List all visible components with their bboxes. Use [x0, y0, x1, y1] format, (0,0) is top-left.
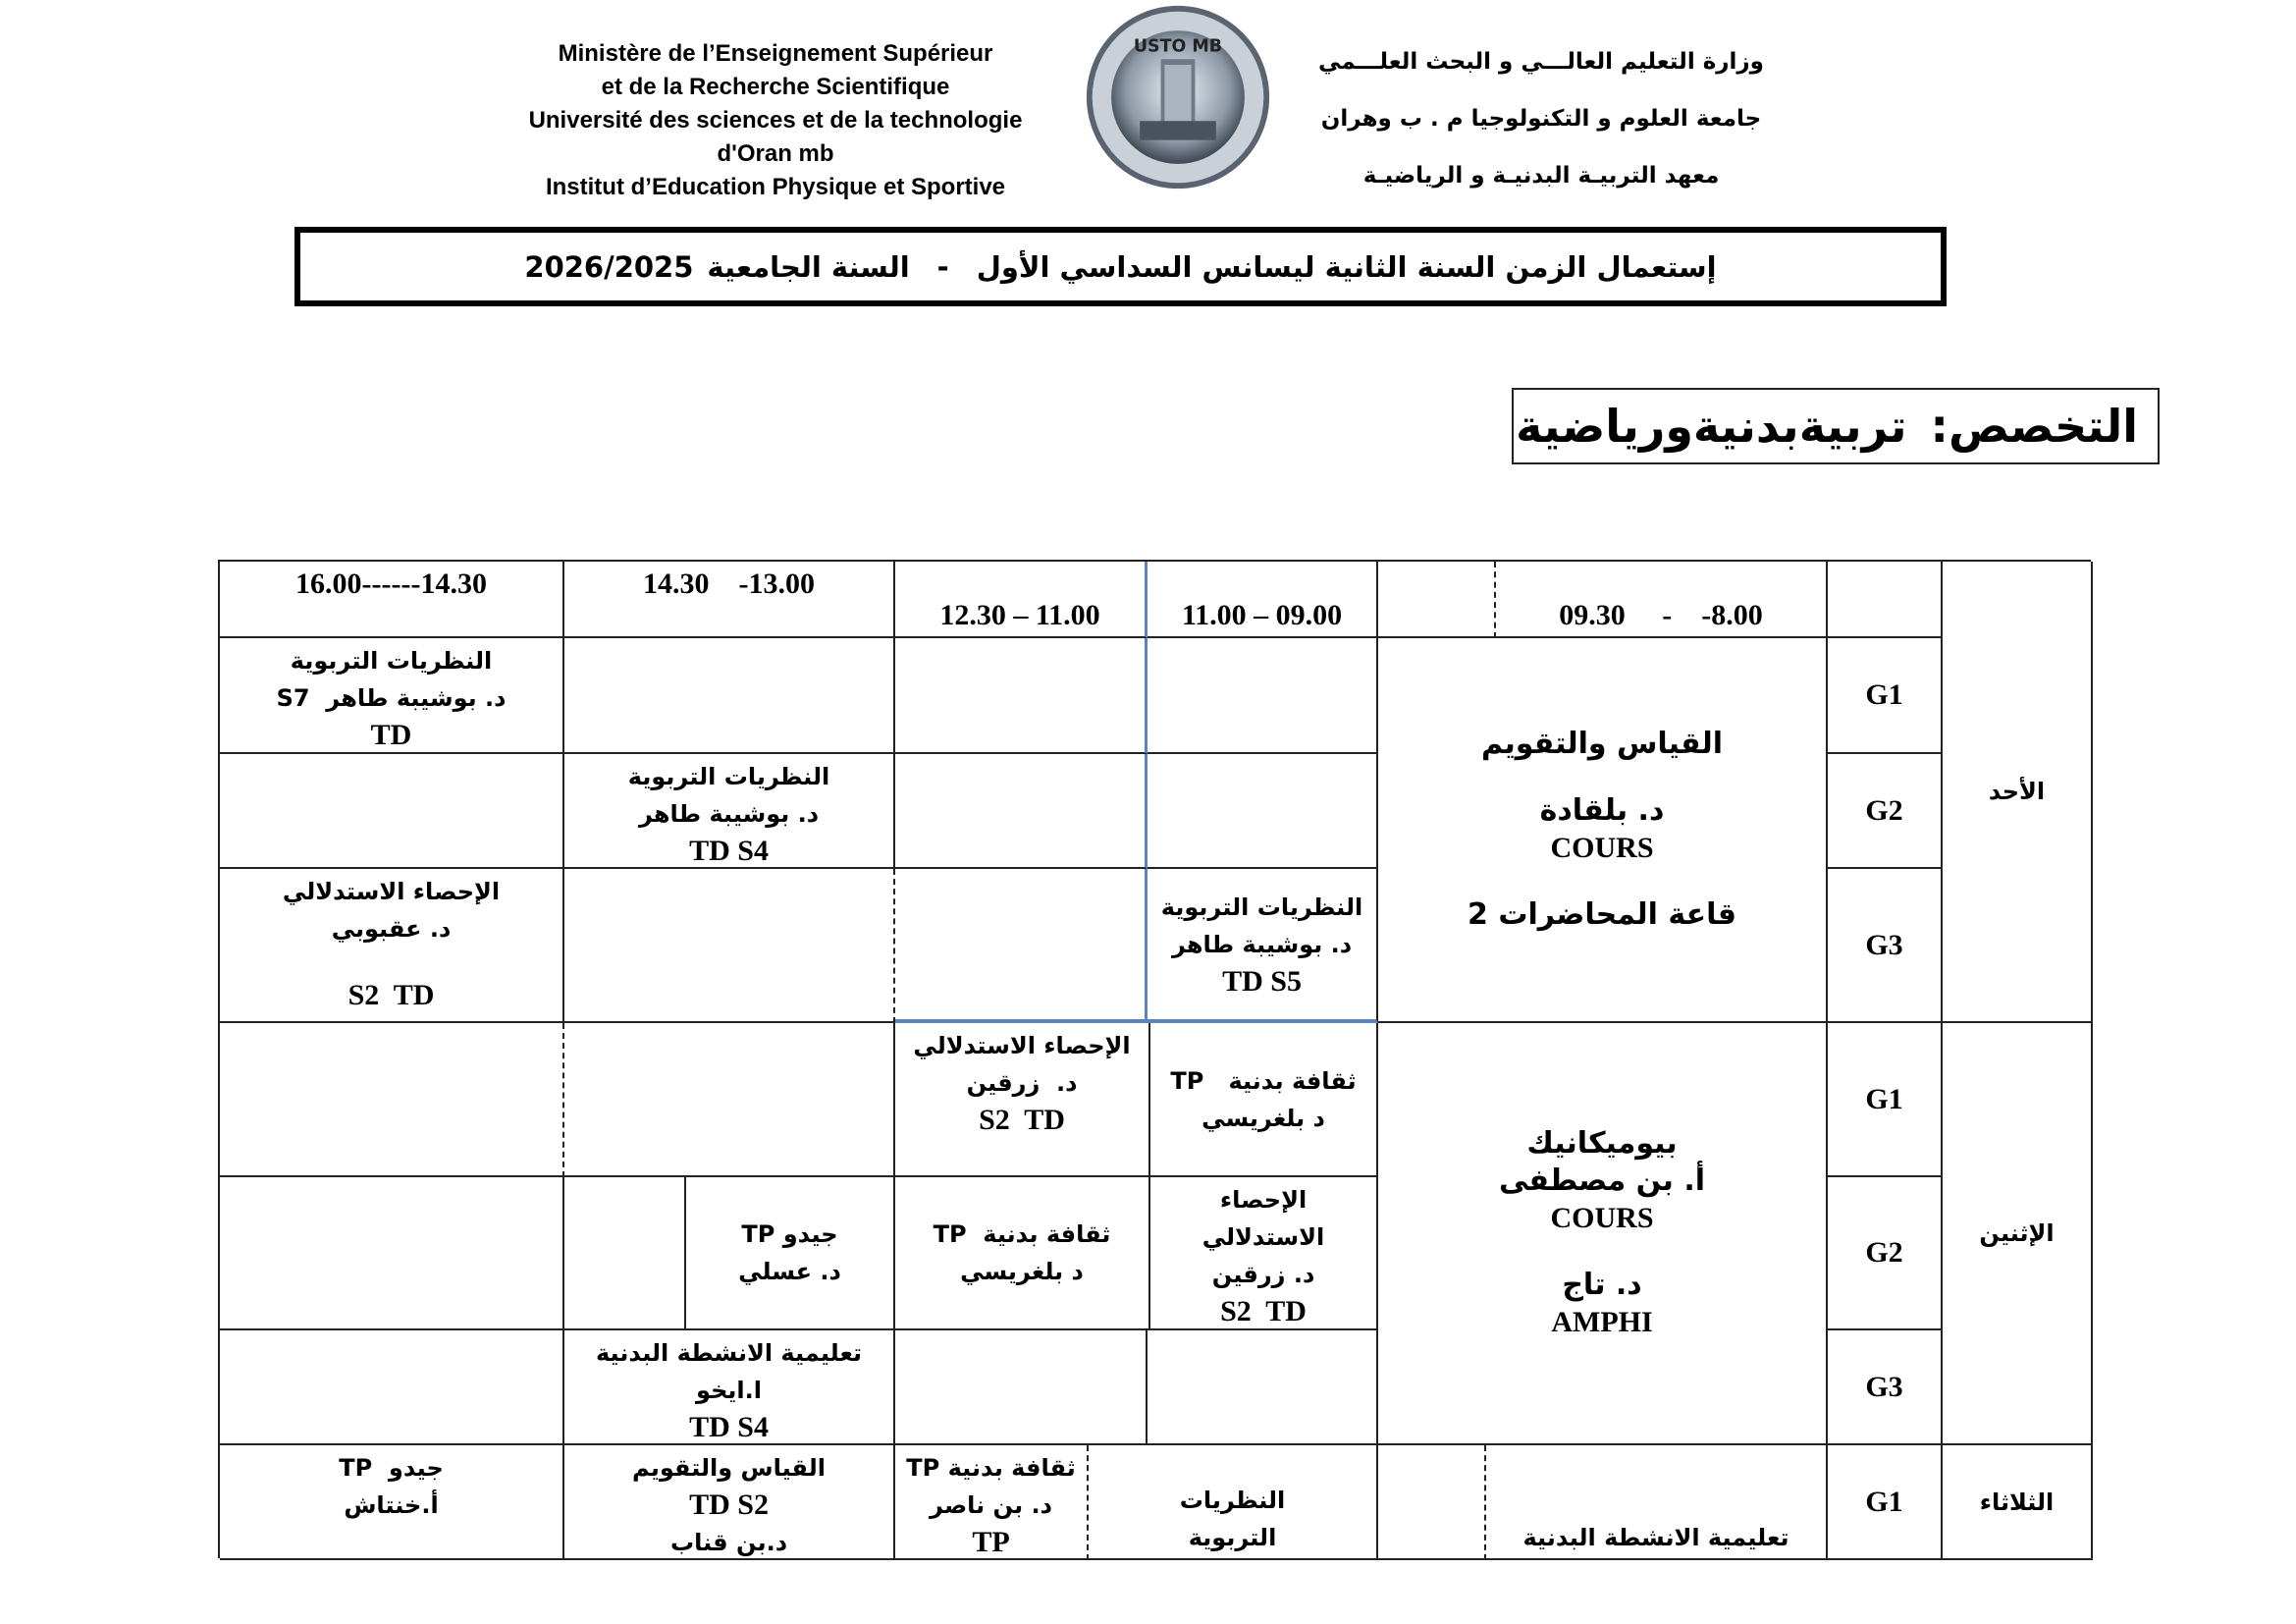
cell-line: النظريات التربوية — [1160, 893, 1363, 921]
cell-t5 — [1378, 562, 1496, 638]
ministry-fr-line-1: Ministère de l’Enseignement Supérieur — [558, 40, 993, 67]
cell-mon3-a — [220, 1330, 564, 1445]
cell-mon3-c — [895, 1330, 1148, 1445]
cell-line: د بلغريسي — [960, 1258, 1084, 1285]
cell-line: AMPHI — [1551, 1306, 1653, 1338]
cell-line: جيدو TP — [741, 1220, 838, 1248]
cell-tue-d — [1089, 1445, 1378, 1560]
cell-tue-a — [220, 1445, 564, 1560]
cell-sun3-d — [1148, 869, 1378, 1023]
cell-day-sun — [1943, 562, 2093, 1023]
university-fr-line-2: d'Oran mb — [717, 140, 834, 167]
cell-tue-e — [1378, 1445, 1486, 1560]
cell-line: الإحصاء — [1219, 1186, 1308, 1214]
cell-t2 — [564, 562, 895, 638]
cell-t7 — [1828, 562, 1943, 638]
cell-line: د. بن ناصر — [930, 1491, 1052, 1519]
cell-line: G1 — [1865, 1082, 1903, 1115]
cell-sun2-c — [895, 754, 1148, 869]
cell-mon3-d — [1148, 1330, 1378, 1445]
cell-line: د. بوشيبة طاهر — [638, 800, 820, 828]
cell-line: د. زرقين — [1211, 1261, 1315, 1288]
cell-sun3-a — [220, 869, 564, 1023]
title-separator: - — [936, 249, 949, 284]
cell-tue-f — [1486, 1445, 1828, 1560]
cell-line: الإحصاء الاستدلالي — [913, 1032, 1131, 1059]
cell-line: ا.ايخو — [696, 1377, 762, 1404]
ministry-ar: وزارة التعليم العالـــي و البحث العلـــمي — [1318, 49, 1764, 75]
cell-line: تعليمية الانشطة البدنية — [1522, 1524, 1789, 1551]
cell-sun3-b — [564, 869, 895, 1023]
svg-text:USTO MB: USTO MB — [1133, 36, 1223, 57]
cell-line: أ. بن مصطفى — [1498, 1164, 1706, 1198]
cell-line: د بلغريسي — [1201, 1104, 1325, 1132]
cell-line: TD S4 — [689, 1411, 769, 1443]
cell-g-mon1 — [1828, 1023, 1943, 1177]
cell-g-mon3 — [1828, 1330, 1943, 1445]
cell-line: القياس والتقويم — [632, 1454, 826, 1482]
cell-line: TP — [972, 1526, 1010, 1558]
cell-mon1-a — [220, 1023, 564, 1177]
cell-mon2-c — [895, 1177, 1150, 1330]
cell-sun2-d — [1148, 754, 1378, 869]
cell-mon1-d — [1150, 1023, 1378, 1177]
timetable — [218, 560, 2091, 1558]
schedule-title — [294, 227, 1947, 306]
cell-mon2-b2 — [686, 1177, 895, 1330]
cell-tue-c — [895, 1445, 1089, 1560]
cell-g-sun1 — [1828, 638, 1943, 754]
cell-line: TD — [370, 719, 412, 751]
cell-line: ثقافة بدنية TP — [1170, 1066, 1357, 1095]
cell-line: 09.30 - -8.00 — [1559, 599, 1763, 631]
cell-line: تعليمية الانشطة البدنية — [595, 1339, 863, 1367]
cell-line: 11.00 – 09.00 — [1181, 599, 1343, 631]
cell-line: G1 — [1865, 1485, 1903, 1518]
cell-line: د. بلقادة — [1539, 793, 1665, 828]
cell-sun2-b — [564, 754, 895, 869]
cell-mon2-b1 — [564, 1177, 686, 1330]
cell-line: S2 TD — [347, 979, 435, 1011]
cell-line: الأحد — [1988, 778, 2046, 805]
cell-mon-cours — [1378, 1023, 1828, 1445]
specialty-label: التخصص: — [1930, 400, 2138, 453]
cell-line: 12.30 – 11.00 — [939, 599, 1100, 631]
specialty-value: تربيةبدنيةورياضية — [1516, 400, 1907, 453]
cell-g-sun2 — [1828, 754, 1943, 869]
cell-line: د. بوشيبة طاهر — [1171, 930, 1353, 958]
cell-t1 — [220, 562, 564, 638]
cell-tue-b — [564, 1445, 895, 1560]
cell-line: النظريات التربوية — [290, 647, 493, 675]
arabic-header — [1296, 49, 1787, 220]
cell-mon1-b — [564, 1023, 895, 1177]
cell-line: الثلاثاء — [1979, 1488, 2055, 1516]
cell-sun3-c — [895, 869, 1148, 1023]
cell-line: G3 — [1865, 928, 1903, 961]
cell-line: الإحصاء الاستدلالي — [282, 878, 501, 905]
cell-line: COURS — [1550, 1202, 1654, 1234]
cell-line: د. عقبوبي — [331, 915, 452, 943]
cell-sun1-d — [1148, 638, 1378, 754]
cell-line: TD S4 — [689, 835, 769, 867]
cell-line: 14.30 -13.00 — [643, 568, 815, 600]
cell-line: G2 — [1865, 1236, 1903, 1269]
academic-year-label: السنة الجامعية — [707, 249, 910, 284]
cell-line: G1 — [1865, 678, 1903, 711]
cell-line: التربوية — [1188, 1524, 1277, 1551]
title-main: إستعمال الزمن السنة الثانية ليسانس السداسي الأول — [976, 249, 1717, 284]
institute-ar: معهد التربيـة البدنيـة و الرياضيـة — [1362, 163, 1720, 189]
cell-mon2-d — [1150, 1177, 1378, 1330]
cell-line: النظريات التربوية — [627, 763, 830, 790]
ministry-fr-line-2: et de la Recherche Scientifique — [601, 74, 950, 100]
cell-sun1-c — [895, 638, 1148, 754]
cell-g-sun3 — [1828, 869, 1943, 1023]
cell-line: G2 — [1865, 793, 1903, 827]
cell-sun1-a — [220, 638, 564, 754]
cell-line: د. بوشيبة طاهر S7 — [276, 684, 507, 712]
cell-t6 — [1496, 562, 1828, 638]
cell-line: قاعة المحاضرات 2 — [1468, 897, 1736, 932]
cell-line: ثقافة بدنية TP — [933, 1220, 1111, 1248]
cell-line: الاستدلالي — [1201, 1223, 1325, 1251]
cell-mon1-c — [895, 1023, 1150, 1177]
french-header — [491, 37, 1060, 204]
cell-line: S2 TD — [979, 1104, 1065, 1136]
academic-year: 2026/2025 — [524, 249, 694, 284]
cell-line: د. تاج — [1562, 1268, 1642, 1302]
cell-line: النظريات — [1179, 1487, 1286, 1514]
cell-t3 — [895, 562, 1148, 638]
cell-sun-cours — [1378, 638, 1828, 1023]
cell-line: د. زرقين — [966, 1069, 1078, 1097]
cell-line: الإثنين — [1979, 1219, 2055, 1247]
cell-day-mon — [1943, 1023, 2093, 1445]
cell-line: COURS — [1550, 832, 1654, 864]
cell-line: بيوميكانيك — [1526, 1126, 1678, 1161]
cell-line: 16.00------14.30 — [295, 568, 487, 600]
cell-t4 — [1148, 562, 1378, 638]
cell-day-tue — [1943, 1445, 2093, 1560]
cell-g-mon2 — [1828, 1177, 1943, 1330]
cell-line: TD S5 — [1222, 964, 1302, 998]
specialty-box — [1512, 388, 2160, 464]
university-fr-line-1: Université des sciences et de la technologie — [528, 107, 1023, 134]
cell-line: S2 TD — [1220, 1295, 1307, 1327]
cell-mon3-b — [564, 1330, 895, 1445]
cell-line: G3 — [1865, 1370, 1903, 1403]
cell-line: القياس والتقويم — [1480, 727, 1724, 761]
cell-line: ثقافة بدنية TP — [906, 1454, 1076, 1482]
cell-line: أ.خنتاش — [344, 1491, 439, 1519]
cell-mon2-a — [220, 1177, 564, 1330]
institute-fr: Institut d’Education Physique et Sportive — [545, 174, 1006, 200]
university-logo — [1083, 2, 1273, 192]
cell-sun1-b — [564, 638, 895, 754]
cell-line: د.بن قناب — [669, 1529, 788, 1556]
cell-g-tue1 — [1828, 1445, 1943, 1560]
cell-sun2-a — [220, 754, 564, 869]
university-ar: جامعة العلوم و التكنولوجيا م . ب وهران — [1320, 106, 1762, 132]
cell-line: د. عسلي — [738, 1258, 841, 1285]
cell-line: TD S2 — [689, 1489, 769, 1521]
cell-line: جيدو TP — [339, 1454, 444, 1482]
